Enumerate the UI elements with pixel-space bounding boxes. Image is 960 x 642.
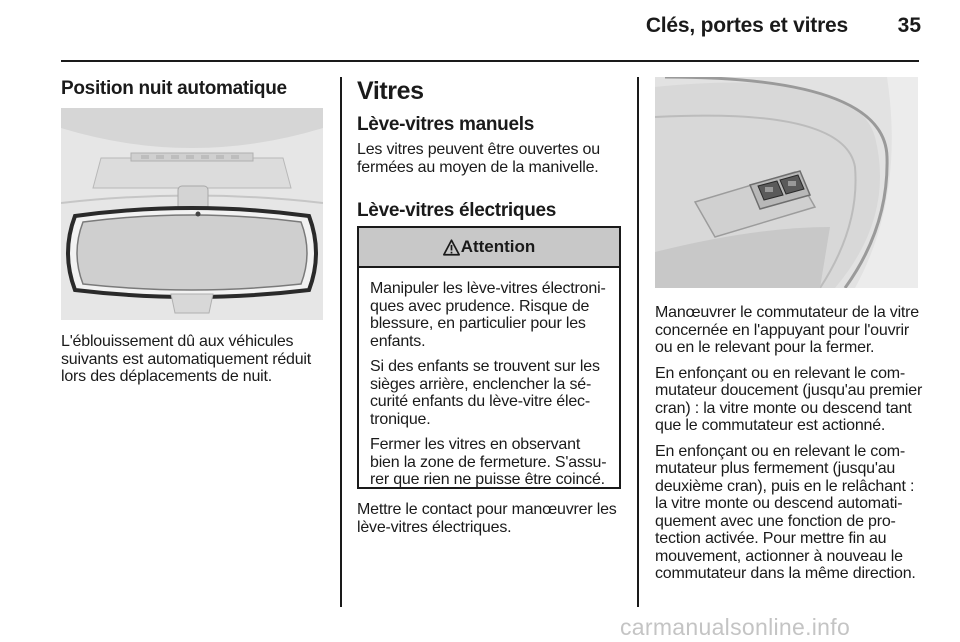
column-divider-left [340, 77, 342, 607]
warning-body [359, 268, 619, 489]
night-position-text: L'éblouissement dû aux véhicules suivants est automatiquement réduit lors des déplacements de nuit. [61, 333, 312, 385]
door-window-switch-illustration-icon [655, 77, 918, 288]
door-switch-figure [655, 77, 918, 288]
right-column-text [655, 304, 925, 591]
section-heading-night-position: Position nuit automatique [61, 78, 287, 99]
heading-manual-windows: Lève-vitres manuels [357, 114, 534, 135]
rearview-mirror-illustration-icon [61, 108, 323, 320]
warning-paragraph: Fermer les vitres en observant bien la zone de fermeture. S'assurer que rien ne puisse être coincé. [370, 436, 607, 488]
instruction-paragraph: En enfonçant ou en relevant le commutateur doucement (jusqu'au premier cran) : la vitre monte ou descend tant que le commutateur est actionné. [655, 364, 923, 434]
page-header-title: Clés, portes et vitres [645, 14, 848, 37]
manual-windows-text: Les vitres peuvent être ouvertes ou fermées au moyen de la manivelle. [357, 141, 600, 176]
instruction-paragraph: Manœuvrer le commutateur de la vitre concernée en l'appuyant pour l'ouvrir ou en le relevant pour la fermer. [655, 304, 920, 356]
electric-windows-text: Mettre le contact pour manœuvrer les lève-vitres électriques. [357, 501, 617, 536]
section-title-windows: Vitres [357, 77, 424, 105]
warning-title: Attention [460, 237, 536, 256]
instruction-paragraph: En enfonçant ou en relevant le commutateur plus fermement (jusqu'au deuxième cran), puis en le relâchant : la vitre monte ou descend automatiquement avec une fonction de protection activée. Pour mettre fin au mouvement, actionner à nouveau le commutateur dans la même direction. [655, 442, 916, 582]
rearview-mirror-figure [61, 108, 323, 320]
warning-header [359, 228, 619, 268]
heading-electric-windows: Lève-vitres électriques [357, 200, 557, 221]
warning-triangle-icon [443, 239, 460, 256]
warning-paragraph: Manipuler les lève-vitres électroniques avec prudence. Risque de blessure, en particulier pour les enfants. [370, 280, 606, 350]
column-divider-right [637, 77, 639, 607]
warning-paragraph: Si des enfants se trouvent sur les sièges arrière, enclencher la sécurité enfants du lève-vitre électronique. [370, 358, 600, 428]
header-rule [61, 60, 919, 62]
watermark: carmanualsonline.info [620, 614, 851, 640]
warning-box [357, 226, 621, 489]
page-number: 35 [897, 14, 921, 37]
